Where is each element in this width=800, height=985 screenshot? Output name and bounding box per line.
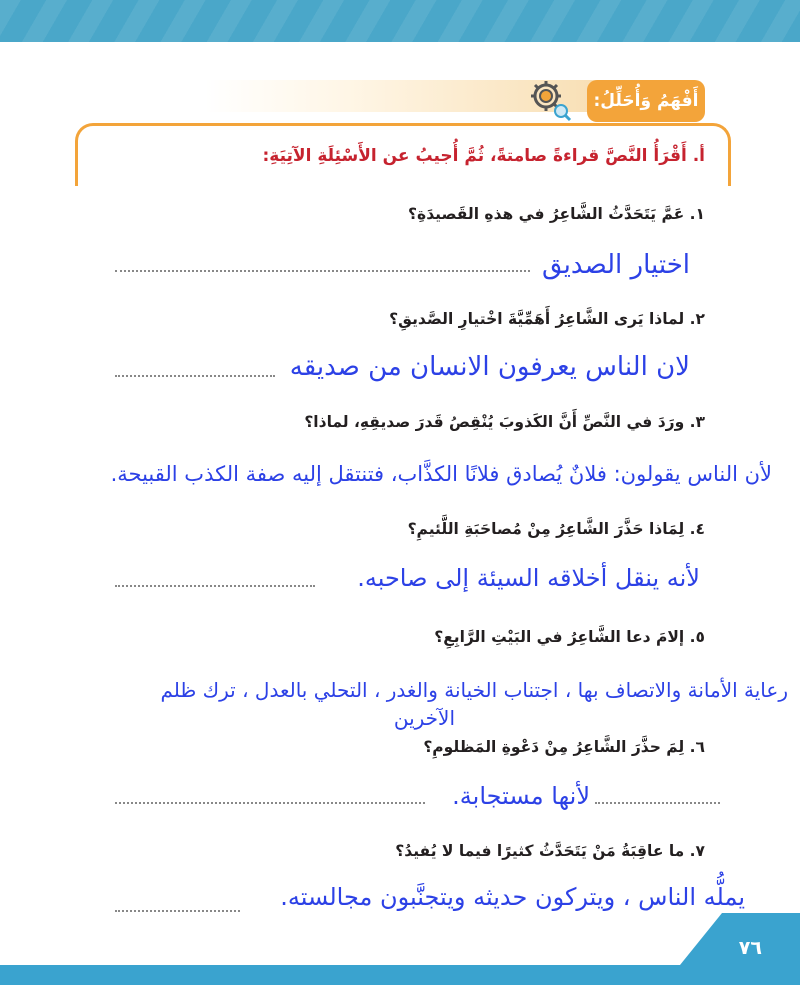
answer-4: لأنه ينقل أخلاقه السيئة إلى صاحبه. [357,564,700,592]
question-5: ٥. إلامَ دعا الشَّاعِرُ في البَيْتِ الرَّابِعِ؟ [434,628,705,646]
question-4: ٤. لِمَاذا حَذَّرَ الشَّاعِرُ مِنْ مُصاحَبَةِ اللَّئيمِ؟ [407,520,705,538]
question-7: ٧. ما عاقِبَةُ مَنْ يَتَحَدَّثُ كثيرًا فيما لا يُفيدُ؟ [395,842,705,860]
answer-line-1 [115,270,530,272]
gear-magnifier-icon [528,78,572,122]
question-6: ٦. لِمَ حذَّرَ الشَّاعِرُ مِنْ دَعْوةِ المَظلومِ؟ [423,738,705,756]
answer-line-7 [115,910,240,912]
answer-line-6-right [595,802,720,804]
answer-1: اختيار الصديق [542,250,690,280]
answer-6: لأنها مستجابة. [452,782,590,810]
answer-3: لأن الناس يقولون: فلانٌ يُصادق فلانًا الكذَّاب، فتنتقل إليه صفة الكذب القبيحة. [110,462,772,486]
answer-2: لان الناس يعرفون الانسان من صديقه [289,352,690,382]
answer-line-2 [115,375,275,377]
question-1: ١. عَمَّ يَتَحَدَّثُ الشَّاعِرُ في هذهِ القَصيدَةِ؟ [408,205,705,223]
answer-7: يملُّه الناس ، ويتركون حديثه ويتجنَّبون مجالسته. [280,883,745,911]
instruction-text: أ. أَقْرَأُ النَّصَّ قراءةً صامتةً، ثُمَّ أُجيبُ عن الأَسْئِلَةِ الآتِيَةِ: [262,146,705,166]
question-3: ٣. ورَدَ في النَّصِّ أَنَّ الكَذوبَ يُنْقِصُ قَدرَ صديقِهِ، لماذا؟ [304,413,705,431]
answer-5-line-1: رعاية الأمانة والاتصاف بها ، اجتناب الخيانة والغدر ، التحلي بالعدل ، ترك ظلم [160,678,788,702]
bottom-decorative-band [0,965,800,985]
question-2: ٢. لماذا يَرى الشَّاعِرُ أَهَمِّيَّةَ اخْتيارِ الصَّديقِ؟ [389,310,705,328]
page-number: ٧٦ [738,937,762,959]
top-decorative-band [0,0,800,42]
section-badge-label: أَفْهَمُ وَأُحَلِّلُ: [593,91,699,111]
answer-5-line-2: الآخرين [393,706,455,730]
answer-line-4 [115,585,315,587]
answer-line-6-left [115,802,425,804]
section-badge [587,80,705,122]
